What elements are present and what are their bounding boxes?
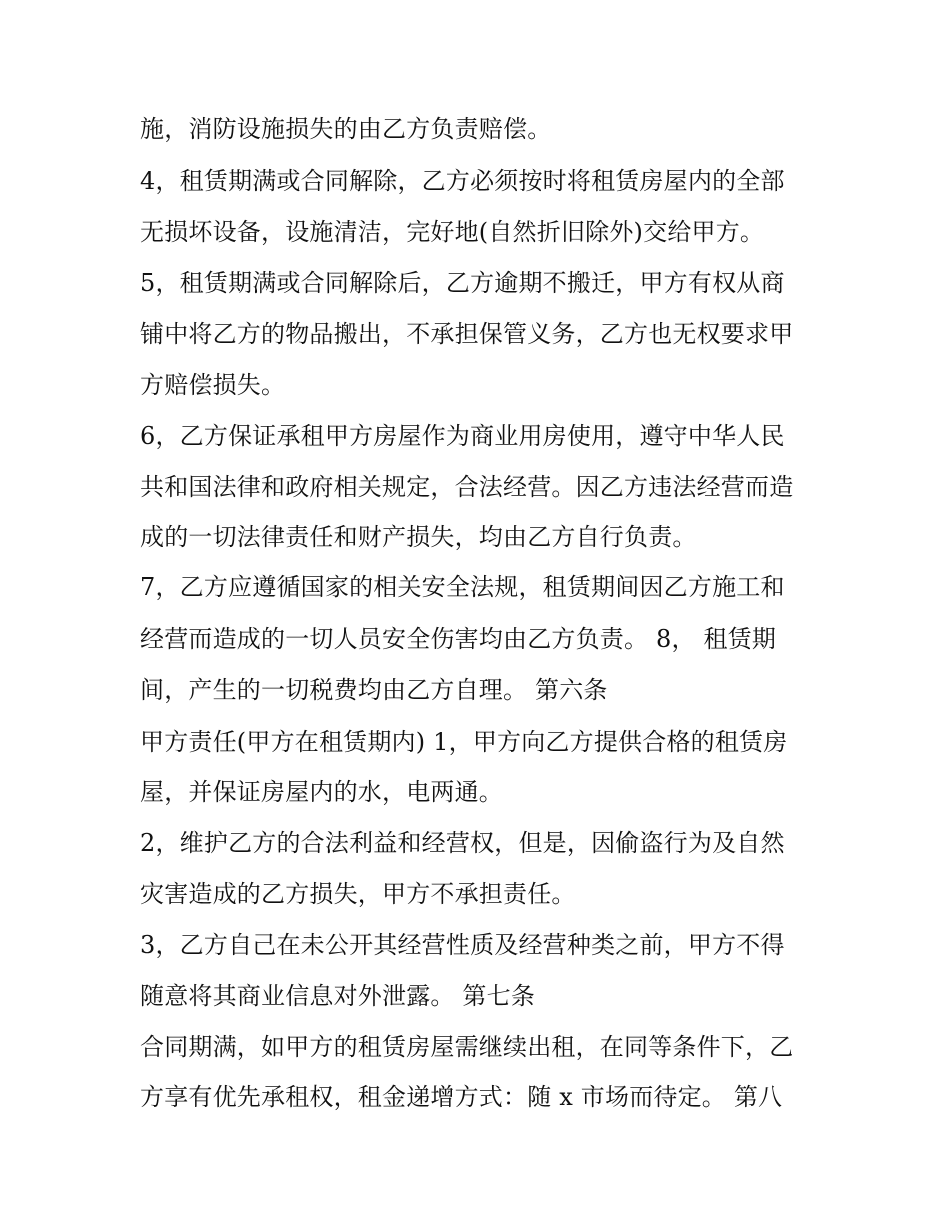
text-line-7: 6，乙方保证承租甲方房屋作为商业用房使用，遵守中华人民 <box>140 422 785 450</box>
text-line-1: 施，消防设施损失的由乙方负责赔偿。 <box>140 115 552 143</box>
text-line-17: 3，乙方自己在未公开其经营性质及经营种类之前，甲方不得 <box>140 931 785 959</box>
text-line-6: 方赔偿损失。 <box>140 371 286 399</box>
text-line-2: 4，租赁期满或合同解除，乙方必须按时将租赁房屋内的全部 <box>140 167 785 195</box>
text-line-18: 随意将其商业信息对外泄露。 第七条 <box>140 982 536 1010</box>
text-line-19: 合同期满，如甲方的租赁房屋需继续出租，在同等条件下，乙 <box>140 1033 794 1061</box>
text-line-11: 经营而造成的一切人员安全伤害均由乙方负责。 8， 租赁期 <box>140 625 777 653</box>
text-line-4: 5，租赁期满或合同解除后，乙方逾期不搬迁，甲方有权从商 <box>140 269 785 297</box>
text-line-12: 间，产生的一切税费均由乙方自理。 第六条 <box>140 676 608 704</box>
text-line-10: 7，乙方应遵循国家的相关安全法规，租赁期间因乙方施工和 <box>140 573 785 601</box>
text-line-14: 屋，并保证房屋内的水，电两通。 <box>140 778 503 806</box>
text-line-15: 2，维护乙方的合法利益和经营权，但是，因偷盗行为及自然 <box>140 829 785 857</box>
text-line-20: 方享有优先承租权，租金递增方式：随 x 市场而待定。 第八 <box>140 1083 783 1111</box>
text-line-5: 铺中将乙方的物品搬出，不承担保管义务，乙方也无权要求甲 <box>140 320 794 348</box>
text-line-9: 成的一切法律责任和财产损失，均由乙方自行负责。 <box>140 523 697 551</box>
text-line-8: 共和国法律和政府相关规定，合法经营。因乙方违法经营而造 <box>140 473 794 501</box>
text-line-3: 无损坏设备，设施清洁，完好地(自然折旧除外)交给甲方。 <box>140 218 765 246</box>
text-line-16: 灾害造成的乙方损失，甲方不承担责任。 <box>140 880 576 908</box>
text-line-13: 甲方责任(甲方在租赁期内) 1，甲方向乙方提供合格的租赁房 <box>140 728 788 756</box>
